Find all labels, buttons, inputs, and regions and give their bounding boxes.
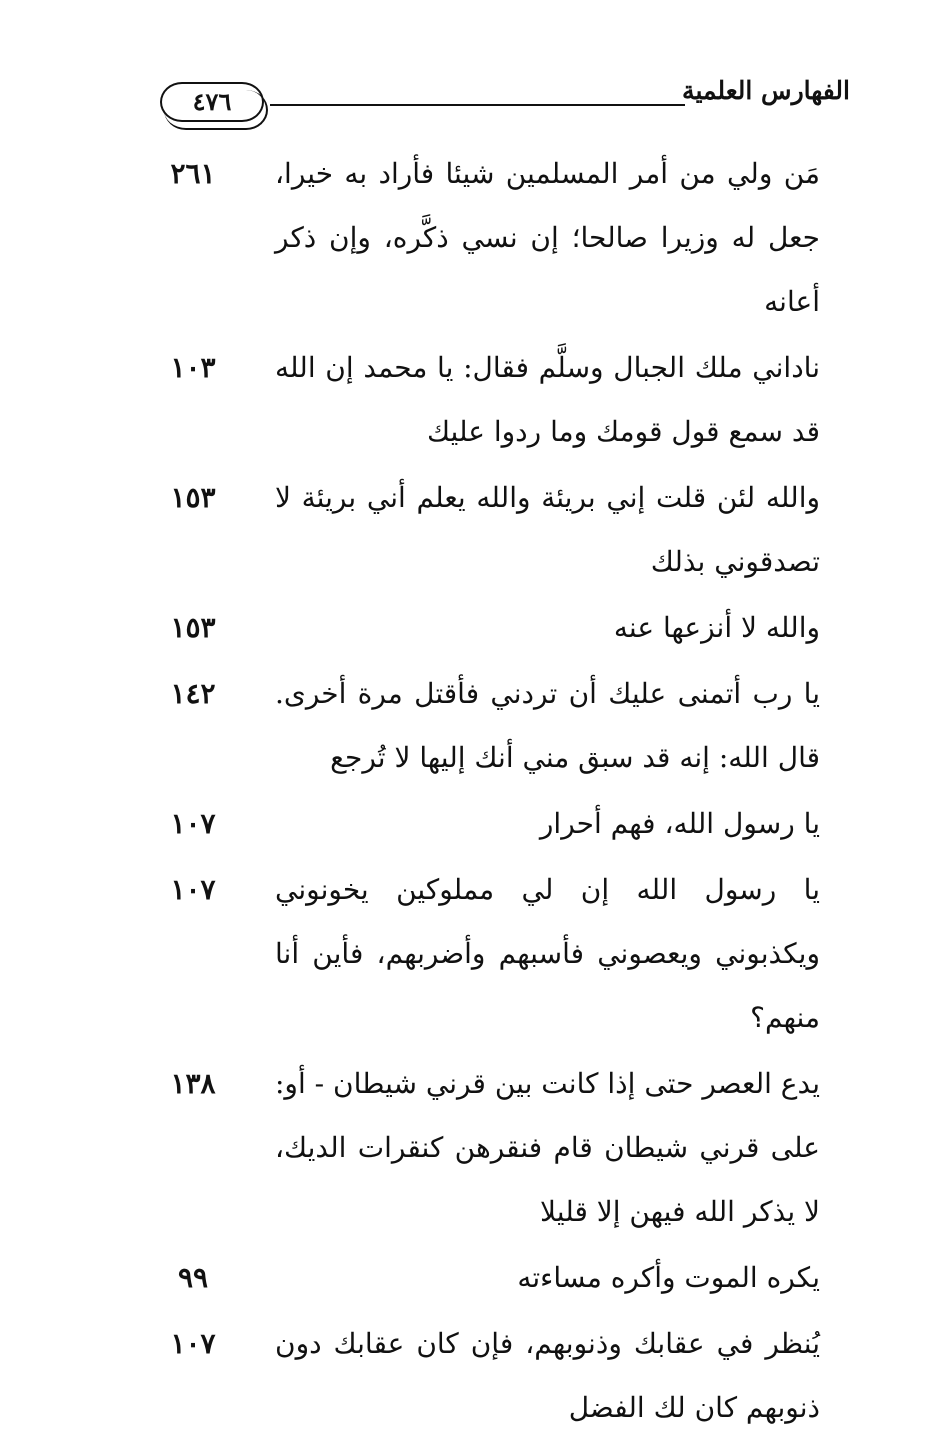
index-entry (120, 464, 830, 594)
entry-page-number: ١٤٢ (170, 677, 216, 710)
entry-page-number: ١٠٣ (170, 351, 216, 384)
entry-text: والله لئن قلت إني بريئة والله يعلم أني بريئة لا تصدقوني بذلك (275, 481, 820, 578)
entry-page-number: ٢٦١ (170, 157, 216, 190)
section-title: الفهارس العلمية (682, 76, 850, 105)
entry-text: مَن ولي من أمر المسلمين شيئا فأراد به خيرا، جعل له وزيرا صالحا؛ إن نسي ذكَّره، وإن ذكر أعانه (275, 157, 820, 318)
entry-page-number: ٩٩ (177, 1261, 209, 1294)
entry-text: يا رسول الله، فهم أحرار (539, 807, 820, 840)
page-header (90, 70, 850, 130)
page-number-badge: ٤٧٦ (160, 82, 264, 122)
index-entries (120, 140, 830, 1440)
index-entry (120, 1310, 830, 1440)
entry-text: يكره الموت وأكره مساءته (517, 1261, 820, 1294)
index-entry (120, 594, 830, 660)
entry-page-number: ١٠٧ (170, 807, 216, 840)
entry-page-number: ١٥٣ (170, 611, 216, 644)
entry-text: يا رسول الله إن لي مملوكين يخونوني ويكذبوني ويعصوني فأسبهم وأضربهم، فأين أنا منهم؟ (275, 873, 820, 1034)
index-entry (120, 1050, 830, 1244)
index-entry (120, 660, 830, 790)
index-entry (120, 790, 830, 856)
entry-text: يا رب أتمنى عليك أن تردني فأقتل مرة أخرى. قال الله: إنه قد سبق مني أنك إليها لا تُرجع (275, 677, 820, 774)
entry-text: والله لا أنزعها عنه (613, 611, 820, 644)
index-entry (120, 856, 830, 1050)
index-entry (120, 1244, 830, 1310)
entry-text: يدع العصر حتى إذا كانت بين قرني شيطان - أو: على قرني شيطان قام فنقرهن كنقرات الديك، لا يذكر الله فيهن إلا قليلا (275, 1067, 820, 1228)
header-rule (270, 104, 685, 106)
entry-page-number: ١٠٧ (170, 1327, 216, 1360)
entry-page-number: ١٥٣ (170, 481, 216, 514)
entry-page-number: ١٣٨ (170, 1067, 216, 1100)
index-entry (120, 334, 830, 464)
entry-text: يُنظر في عقابك وذنوبهم، فإن كان عقابك دون ذنوبهم كان لك الفضل (275, 1327, 820, 1424)
entry-page-number: ١٠٧ (170, 873, 216, 906)
entry-text: ناداني ملك الجبال وسلَّم فقال: يا محمد إن الله قد سمع قول قومك وما ردوا عليك (275, 351, 820, 448)
index-entry (120, 140, 830, 334)
